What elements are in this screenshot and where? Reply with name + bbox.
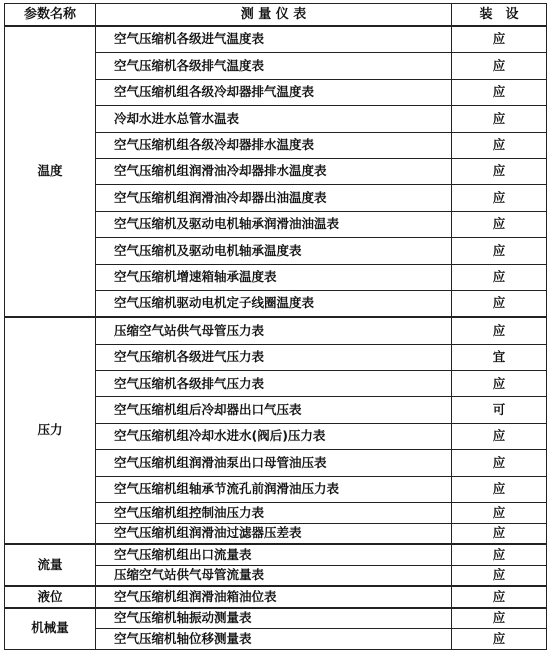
instrument-cell: 空气压缩机组冷却水进水(阀后)压力表: [96, 423, 452, 449]
table-row: [5, 26, 547, 53]
instrument-cell: 空气压缩机组润滑油冷却器出油温度表: [96, 185, 452, 211]
instrument-spec-table: [4, 3, 547, 650]
instrument-cell: 空气压缩机组各级冷却器排水温度表: [96, 132, 452, 158]
install-cell: 应: [452, 238, 547, 264]
install-cell: 应: [452, 264, 547, 290]
instrument-cell: 压缩空气站供气母管流量表: [96, 565, 452, 586]
instrument-cell: 空气压缩机轴位移测量表: [96, 629, 452, 650]
instrument-cell: 空气压缩机组润滑油过滤器压差表: [96, 523, 452, 544]
instrument-cell: 空气压缩机组后冷却器出口气压表: [96, 397, 452, 423]
group-label: 温度: [5, 26, 96, 317]
install-cell: 应: [452, 26, 547, 53]
install-cell: 可: [452, 397, 547, 423]
install-cell: 应: [452, 503, 547, 524]
install-cell: 应: [452, 565, 547, 586]
table-row: [5, 586, 547, 608]
table-row: [5, 544, 547, 565]
group-level: [5, 586, 547, 608]
install-cell: 应: [452, 586, 547, 608]
table-row: [5, 608, 547, 629]
instrument-cell: 空气压缩机组轴承节流孔前润滑油压力表: [96, 476, 452, 502]
install-cell: 应: [452, 79, 547, 105]
table-row: [5, 317, 547, 344]
instrument-cell: 空气压缩机组润滑油泵出口母管油压表: [96, 450, 452, 476]
instrument-cell: 压缩空气站供气母管压力表: [96, 317, 452, 344]
instrument-cell: 空气压缩机组各级冷却器排气温度表: [96, 79, 452, 105]
group-temperature: [5, 26, 547, 317]
instrument-cell: 空气压缩机及驱动电机轴承润滑油油温表: [96, 211, 452, 237]
instrument-cell: 空气压缩机及驱动电机轴承温度表: [96, 238, 452, 264]
install-cell: 应: [452, 371, 547, 397]
instrument-cell: 空气压缩机组出口流量表: [96, 544, 452, 565]
install-cell: 宜: [452, 344, 547, 370]
install-cell: 应: [452, 106, 547, 132]
header-param: 参数名称: [5, 4, 96, 27]
instrument-cell: 空气压缩机各级排气压力表: [96, 371, 452, 397]
instrument-cell: 空气压缩机轴振动测量表: [96, 608, 452, 629]
group-label: 液位: [5, 586, 96, 608]
install-cell: 应: [452, 185, 547, 211]
instrument-cell: 空气压缩机各级进气温度表: [96, 26, 452, 53]
group-label: 流量: [5, 544, 96, 586]
install-cell: 应: [452, 290, 547, 317]
install-cell: 应: [452, 317, 547, 344]
install-cell: 应: [452, 423, 547, 449]
instrument-cell: 空气压缩机组控制油压力表: [96, 503, 452, 524]
install-cell: 应: [452, 608, 547, 629]
instrument-cell: 空气压缩机驱动电机定子线圈温度表: [96, 290, 452, 317]
install-cell: 应: [452, 476, 547, 502]
group-mechanical: [5, 608, 547, 650]
group-label: 机械量: [5, 608, 96, 650]
instrument-cell: 空气压缩机增速箱轴承温度表: [96, 264, 452, 290]
instrument-cell: 冷却水进水总管水温表: [96, 106, 452, 132]
instrument-cell: 空气压缩机各级进气压力表: [96, 344, 452, 370]
group-flow: [5, 544, 547, 586]
install-cell: 应: [452, 523, 547, 544]
install-cell: 应: [452, 132, 547, 158]
install-cell: 应: [452, 629, 547, 650]
install-cell: 应: [452, 158, 547, 184]
header-instrument: 测 量 仪 表: [96, 4, 452, 27]
header-install: 装 设: [452, 4, 547, 27]
instrument-cell: 空气压缩机组润滑油冷却器排水温度表: [96, 158, 452, 184]
install-cell: 应: [452, 450, 547, 476]
instrument-cell: 空气压缩机组润滑油箱油位表: [96, 586, 452, 608]
install-cell: 应: [452, 211, 547, 237]
instrument-cell: 空气压缩机各级排气温度表: [96, 53, 452, 79]
group-label: 压力: [5, 317, 96, 544]
table-header: [5, 4, 547, 27]
install-cell: 应: [452, 53, 547, 79]
group-pressure: [5, 317, 547, 544]
install-cell: 应: [452, 544, 547, 565]
